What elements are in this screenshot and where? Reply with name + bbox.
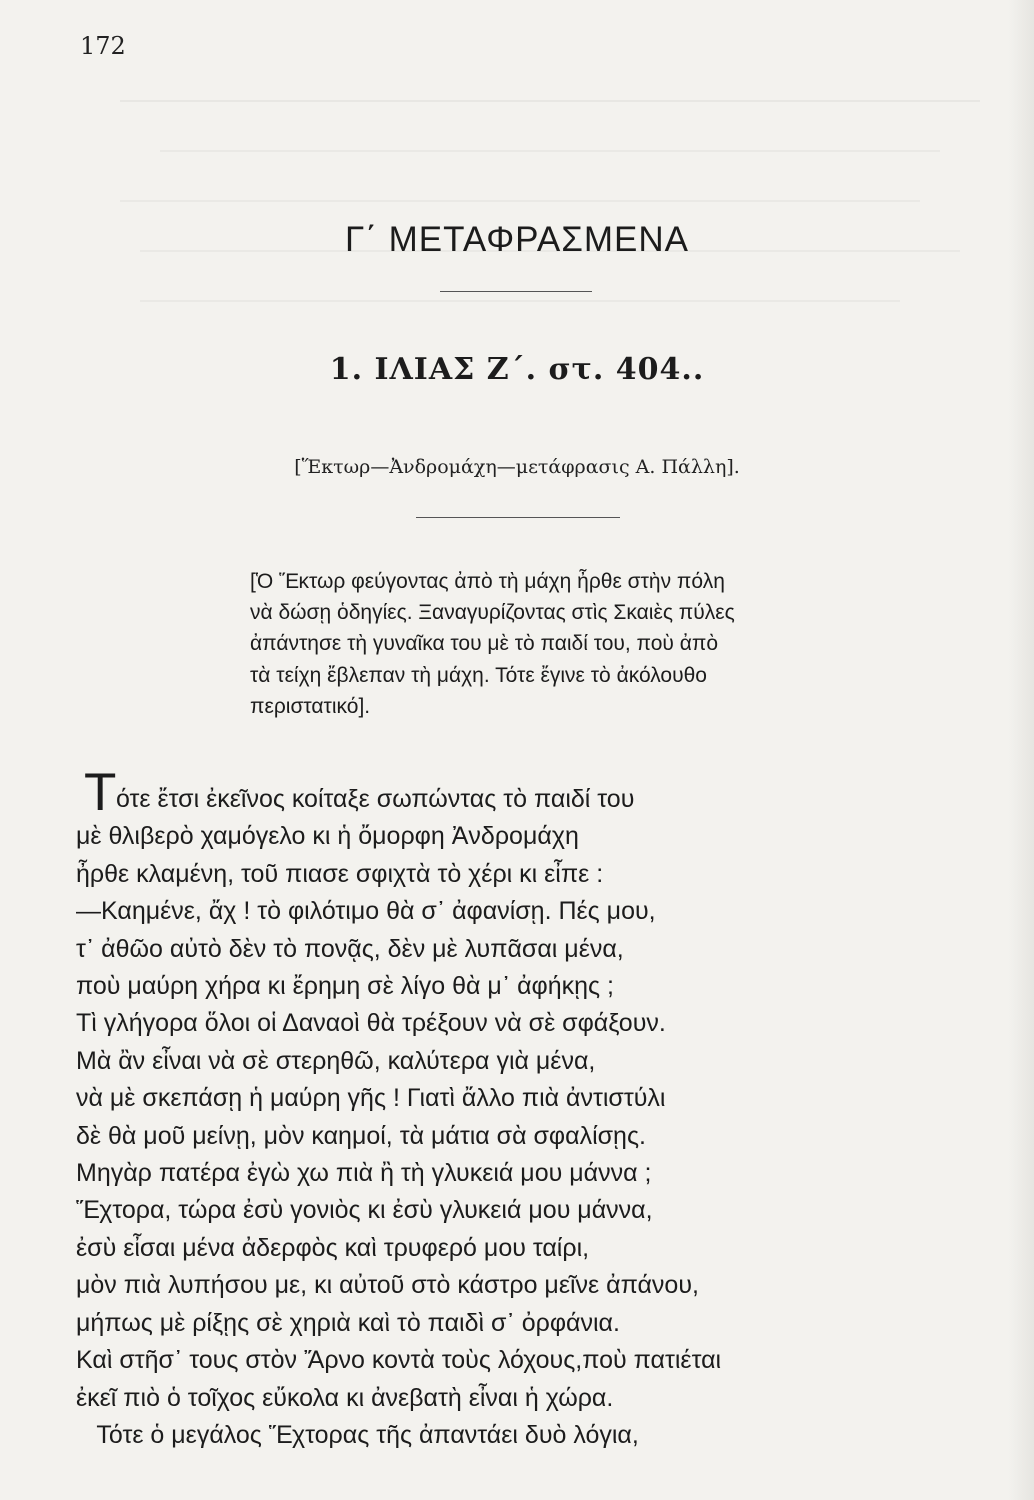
verse-line: νὰ μὲ σκεπάσῃ ἡ μαύρη γῆς ! Γιατὶ ἄλλο πιὰ ἀντιστύλι: [76, 1084, 666, 1113]
verse-line: Μηγὰρ πατέρα ἐγὼ χω πιὰ ἢ τὴ γλυκειά μου μάννα ;: [76, 1159, 652, 1188]
intro-line: [Ὁ Ἕκτωρ φεύγοντας ἀπὸ τὴ μάχη ἦρθε στὴν πόλη: [250, 570, 725, 593]
verse-line: δὲ θὰ μοῦ μείνῃ, μὸν καημοί, τὰ μάτια σὰ σφαλίσῃς.: [76, 1121, 646, 1150]
intro-line: τὰ τείχη ἔβλεπαν τὴ μάχη. Τότε ἔγινε τὸ ἀκόλουθο: [250, 663, 707, 687]
verse-text: [76, 781, 896, 1454]
verse-line: ἐκεῖ πιὸ ὁ τοῖχος εὔκολα κι ἀνεβατὴ εἶναι ἡ χώρα.: [76, 1383, 614, 1412]
page-number: 172: [80, 32, 126, 60]
verse-line: —Καημένε, ἄχ ! τὸ φιλότιμο θὰ σ᾿ ἀφανίσῃ. Πές μου,: [76, 897, 656, 926]
credit-divider: [416, 517, 620, 518]
drop-cap: Τ: [84, 763, 117, 822]
verse-line: μήπως μὲ ρίξῃς σὲ χηριὰ καὶ τὸ παιδὶ σ᾿ ὀρφάνια.: [76, 1308, 620, 1337]
verse-line: Τότε ὁ μεγάλος Ἕχτορας τῆς ἀπαντάει δυὸ λόγια,: [76, 1420, 639, 1449]
intro-paragraph: [250, 566, 900, 722]
verse-line: μὲ θλιβερὸ χαμόγελο κι ἡ ὄμορφη Ἀνδρομάχη: [76, 822, 579, 851]
verse-line: ἐσὺ εἶσαι μένα ἀδερφὸς καὶ τρυφερό μου ταίρι,: [76, 1233, 590, 1262]
verse-line: μὸν πιὰ λυπήσου με, κι αὐτοῦ στὸ κάστρο μεῖνε ἀπάνου,: [76, 1271, 699, 1300]
verse-line: ἦρθε κλαμένη, τοῦ πιασε σφιχτὰ τὸ χέρι κι εἶπε :: [76, 859, 604, 888]
verse-line: Καὶ στῆσ᾿ τους στὸν Ἄρνο κοντὰ τοὺς λόχους,ποὺ πατιέται: [76, 1346, 722, 1375]
translation-credit: [Ἕκτωρ—Ἀνδρομάχη—μετάφρασις Α. Πάλλη].: [294, 456, 740, 478]
verse-line: τ᾿ ἀθῶο αὐτὸ δὲν τὸ πονᾷς, δὲν μὲ λυπᾶσαι μένα,: [76, 934, 624, 963]
verse-line: Τὶ γλήγορα ὅλοι οἱ Δαναοὶ θὰ τρέξουν νὰ σὲ σφάξουν.: [76, 1009, 666, 1038]
verse-line-first: ότε ἔτσι ἐκεῖνος κοίταξε σωπώντας τὸ παιδί του: [116, 785, 635, 813]
verse-line: Μὰ ἂν εἶναι νὰ σὲ στερηθῶ, καλύτερα γιὰ μένα,: [76, 1046, 596, 1075]
poem-title: 1. ΙΛΙΑΣ Ζ΄. στ. 404..: [329, 352, 705, 387]
intro-line: νὰ δώσῃ ὁδηγίες. Ξαναγυρίζοντας στὶς Σκαιὲς πύλες: [250, 601, 735, 625]
intro-line: περιστατικό].: [250, 694, 371, 718]
section-divider: [440, 291, 592, 292]
section-title: Γ΄ ΜΕΤΑΦΡΑΣΜΕΝΑ: [344, 220, 690, 259]
verse-line: Ἕχτορα, τώρα ἐσὺ γονιὸς κι ἐσὺ γλυκειά μου μάννα,: [76, 1196, 653, 1225]
verse-line: ποὺ μαύρη χήρα κι ἔρημη σὲ λίγο θὰ μ᾿ ἀφήκῃς ;: [76, 972, 615, 1001]
intro-line: ἀπάντησε τὴ γυναῖκα του μὲ τὸ παιδί του, ποὺ ἀπὸ: [250, 632, 719, 656]
